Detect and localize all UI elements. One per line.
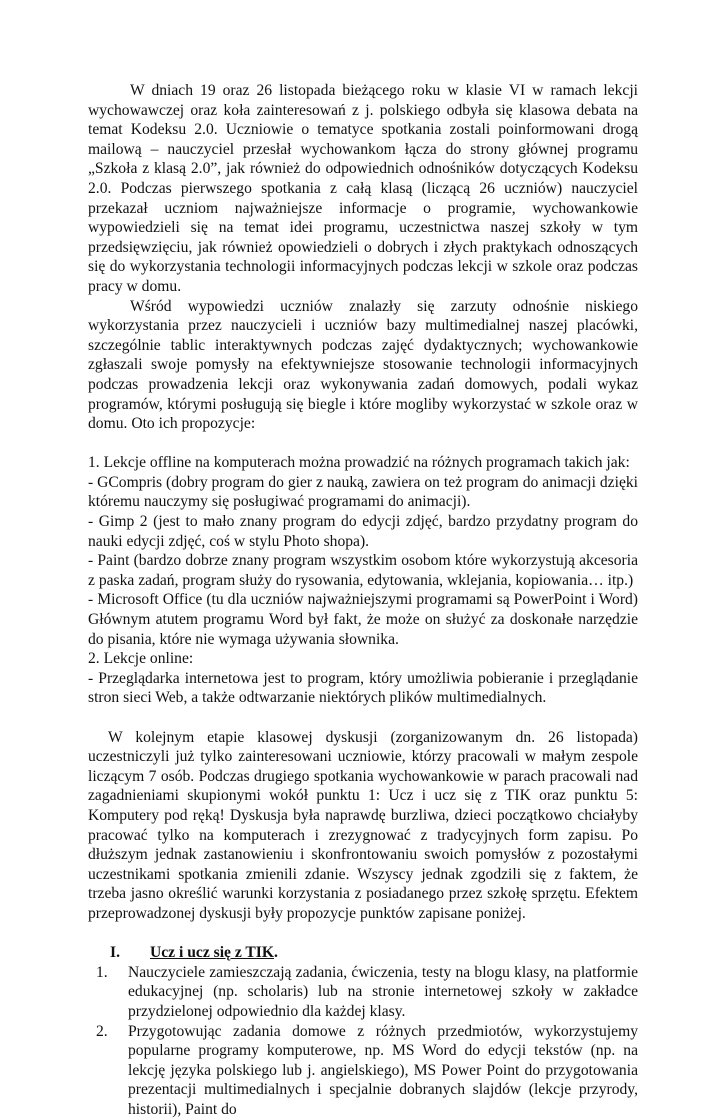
list-item-number: 2. <box>88 1022 128 1119</box>
spacer <box>88 924 638 944</box>
section-heading <box>88 943 638 963</box>
section-title: Ucz i ucz się z TIK <box>150 944 274 961</box>
list-item <box>88 1022 638 1119</box>
spacer <box>88 434 638 454</box>
list-item-text: Nauczyciele zamieszczają zadania, ćwiczenia, testy na blogu klasy, na platformie edukacyjnej (np. scholaris) lub na stronie internetowej szkoły w zakładce przydzielonej odpowiednio dla każdej klasy. <box>128 963 638 1022</box>
section-items <box>88 963 638 1119</box>
proposal-line: - Paint (bardzo dobrze znany program wszystkim osobom które wykorzystują akcesoria z paska zadań, program służy do rysowania, edytowania, wklejania, kopiowania… itp.) <box>88 551 638 590</box>
proposal-line: - Przeglądarka internetowa jest to program, który umożliwia pobieranie i przeglądanie stron sieci Web, a także odtwarzanie niektórych plików multimedialnych. <box>88 669 638 708</box>
list-item-text: Przygotowując zadania domowe z różnych przedmiotów, wykorzystujemy popularne programy komputerowe, np. MS Word do edycji tekstów (np. na lekcję języka polskiego lub j. angielskiego), MS Power Point do przygotowania prezentacji multimedialnych i specjalnie dobranych slajdów (lekcje przyrody, historii), Paint do <box>128 1022 638 1119</box>
proposal-line: - Gimp 2 (jest to mało znany program do edycji zdjęć, bardzo przydatny program do nauki edycji zdjęć, coś w stylu Photo shopa). <box>88 512 638 551</box>
paragraph-opinions: Wśród wypowiedzi uczniów znalazły się zarzuty odnośnie niskiego wykorzystania przez nauczycieli i uczniów bazy multimedialnej naszej placówki, szczególnie tablic interaktywnych podczas zajęć dydaktycznych; wychowankowie zgłaszali swoje pomysły na efektywniejsze stosowanie technologii informacyjnych podczas prowadzenia lekcji oraz wykonywania zadań domowych, podali wykaz programów, którymi posługują się biegle i które mogliby wykorzystać w szkole oraz w domu. Oto ich propozycje: <box>88 297 638 434</box>
section-title-suffix: . <box>274 944 278 961</box>
spacer <box>88 708 638 728</box>
proposals-list <box>88 453 638 708</box>
list-item-number: 1. <box>88 963 128 1022</box>
list-item <box>88 963 638 1022</box>
section-numeral: I. <box>88 943 150 963</box>
proposal-line: - GCompris (dobry program do gier z nauką, zawiera on też program do animacji dzięki któremu nauczymy się posługiwać programami do animacji). <box>88 473 638 512</box>
proposal-line: 2. Lekcje online: <box>88 649 638 669</box>
proposal-line: 1. Lekcje offline na komputerach można prowadzić na różnych programach takich jak: <box>88 453 638 473</box>
proposal-line: - Microsoft Office (tu dla uczniów najważniejszymi programami są PowerPoint i Word) Głównym atutem programu Word był fakt, że może on służyć za doskonałe narzędzie do pisania, które nie wymaga używania słownika. <box>88 590 638 649</box>
paragraph-intro: W dniach 19 oraz 26 listopada bieżącego roku w klasie VI w ramach lekcji wychowawczej oraz koła zainteresowań z j. polskiego odbyła się klasowa debata na temat Kodeksu 2.0. Uczniowie o tematyce spotkania zostali poinformowani drogą mailową – nauczyciel przesłał wychowankom łącza do strony głównej programu „Szkoła z klasą 2.0”, jak również do odpowiednich odnośników dotyczących Kodeksu 2.0. Podczas pierwszego spotkania z całą klasą (liczącą 26 uczniów) nauczyciel przekazał uczniom najważniejsze informacje o programie, wychowankowie wypowiedzieli się na temat idei programu, uczestnictwa naszej szkoły w tym przedsięwzięciu, jak również opowiedzieli o dobrych i złych praktykach odnoszących się do wykorzystania technologii informacyjnych podczas lekcji w szkole oraz podczas pracy w domu. <box>88 81 638 297</box>
document-page <box>88 81 638 1119</box>
paragraph-second-meeting: W kolejnym etapie klasowej dyskusji (zorganizowanym dn. 26 listopada) uczestniczyli już tylko zainteresowani uczniowie, którzy pracowali w małym zespole liczącym 7 osób. Podczas drugiego spotkania wychowankowie w parach pracowali nad zagadnieniami skupionymi wokół punktu 1: Ucz i ucz się z TIK oraz punktu 5: Komputery pod ręką! Dyskusja była naprawdę burzliwa, dzieci początkowo chciałyby pracować tylko na komputerach i zrezygnować z tradycyjnych form zapisu. Po dłuższym jednak zastanowieniu i skonfrontowaniu swoich pomysłów z pozostałymi uczestnikami spotkania zmienili zdanie. Wszyscy jednak zgodzili się z faktem, że trzeba jasno określić warunki korzystania z posiadanego przez szkołę sprzętu. Efektem przeprowadzonej dyskusji były propozycje punktów zapisane poniżej. <box>88 728 638 924</box>
